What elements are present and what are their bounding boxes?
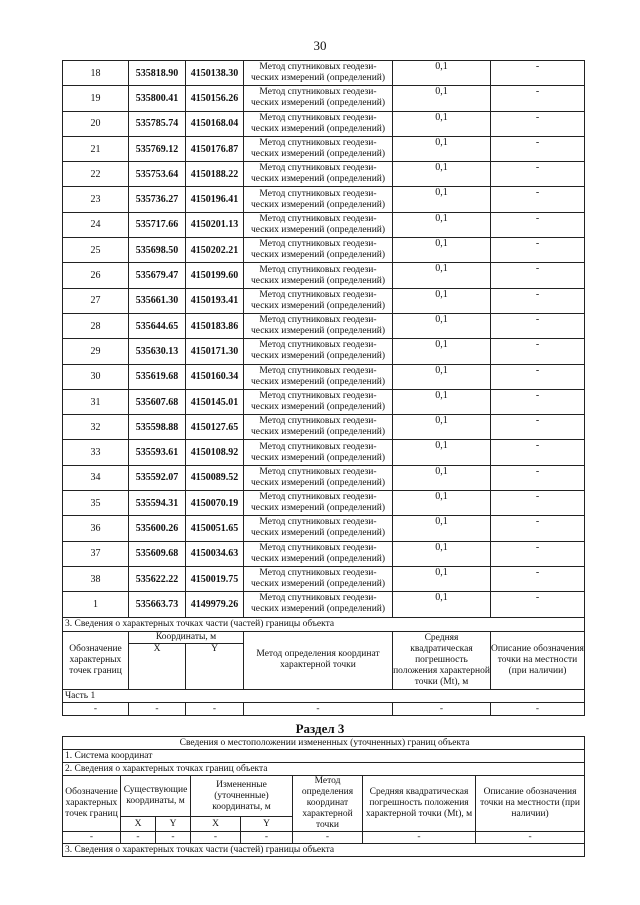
coord-x: 535736.27 bbox=[129, 187, 186, 212]
col-changed-y: Y bbox=[241, 817, 293, 832]
table-row bbox=[63, 440, 585, 465]
coord-y: 4150176.87 bbox=[186, 136, 244, 161]
part-cell: - bbox=[491, 702, 585, 715]
method-line: Метод спутниковых геодези- bbox=[259, 188, 377, 199]
method-line: ческих измерений (определений) bbox=[250, 300, 386, 311]
method-line: Метод спутниковых геодези- bbox=[259, 441, 377, 452]
method-line: Метод спутниковых геодези- bbox=[259, 289, 377, 300]
method-line: ческих измерений (определений) bbox=[250, 98, 386, 109]
point-number: 33 bbox=[63, 440, 129, 465]
method-cell bbox=[244, 541, 393, 566]
point-number: 26 bbox=[63, 263, 129, 288]
point-number: 21 bbox=[63, 136, 129, 161]
coord-x: 535769.12 bbox=[129, 136, 186, 161]
method-line: Метод спутниковых геодези- bbox=[259, 163, 377, 174]
table-row bbox=[63, 61, 585, 86]
method-line: Метод спутниковых геодези- bbox=[259, 264, 377, 275]
part-cell: - bbox=[393, 702, 491, 715]
point-number: 31 bbox=[63, 389, 129, 414]
table-row bbox=[63, 86, 585, 111]
coord-y: 4149979.26 bbox=[186, 592, 244, 617]
method-cell bbox=[244, 86, 393, 111]
coord-y: 4150156.26 bbox=[186, 86, 244, 111]
dash-cell: - bbox=[476, 832, 585, 844]
point-number: 36 bbox=[63, 516, 129, 541]
desc-cell: - bbox=[491, 162, 585, 187]
part-cell: - bbox=[244, 702, 393, 715]
point-number: 34 bbox=[63, 465, 129, 490]
method-line: Метод спутниковых геодези- bbox=[259, 568, 377, 579]
method-line: ческих измерений (определений) bbox=[250, 250, 386, 261]
table-row bbox=[63, 339, 585, 364]
coord-y: 4150145.01 bbox=[186, 389, 244, 414]
method-line: ческих измерений (определений) bbox=[250, 199, 386, 210]
part-cell: - bbox=[186, 702, 244, 715]
error-cell: 0,1 bbox=[393, 238, 491, 263]
dash-cell: - bbox=[241, 832, 293, 844]
desc-cell: - bbox=[491, 86, 585, 111]
method-line: Метод спутниковых геодези- bbox=[259, 365, 377, 376]
method-line: Метод спутниковых геодези- bbox=[259, 593, 377, 604]
point-number: 29 bbox=[63, 339, 129, 364]
desc-cell: - bbox=[491, 212, 585, 237]
coord-x: 535592.07 bbox=[129, 465, 186, 490]
desc-cell: - bbox=[491, 415, 585, 440]
coord-x: 535753.64 bbox=[129, 162, 186, 187]
coord-x: 535644.65 bbox=[129, 313, 186, 338]
coord-x: 535717.66 bbox=[129, 212, 186, 237]
method-cell bbox=[244, 440, 393, 465]
table-row bbox=[63, 491, 585, 516]
desc-cell: - bbox=[491, 566, 585, 591]
error-cell: 0,1 bbox=[393, 111, 491, 136]
boundary-points-table bbox=[62, 60, 585, 716]
desc-cell: - bbox=[491, 111, 585, 136]
method-line: ческих измерений (определений) bbox=[250, 528, 386, 539]
dash-cell: - bbox=[191, 832, 241, 844]
coord-x: 535818.90 bbox=[129, 61, 186, 86]
part-cell: - bbox=[129, 702, 186, 715]
method-line: ческих измерений (определений) bbox=[250, 452, 386, 463]
coord-y: 4150188.22 bbox=[186, 162, 244, 187]
desc-cell: - bbox=[491, 313, 585, 338]
desc-cell: - bbox=[491, 491, 585, 516]
desc-cell: - bbox=[491, 136, 585, 161]
method-line: ческих измерений (определений) bbox=[250, 149, 386, 160]
col-desc: Описание обозначения точки на местности (при наличии) bbox=[476, 776, 585, 832]
col-existing-y: Y bbox=[156, 817, 191, 832]
desc-cell: - bbox=[491, 187, 585, 212]
method-cell bbox=[244, 566, 393, 591]
col-method: Метод определения координат характерной точки bbox=[293, 776, 363, 832]
error-cell: 0,1 bbox=[393, 86, 491, 111]
razdel-title: Раздел 3 bbox=[295, 721, 345, 736]
coord-y: 4150070.19 bbox=[186, 491, 244, 516]
coord-y: 4150183.86 bbox=[186, 313, 244, 338]
method-line: ческих измерений (определений) bbox=[250, 123, 386, 134]
method-cell bbox=[244, 364, 393, 389]
table-row bbox=[63, 313, 585, 338]
method-cell bbox=[244, 263, 393, 288]
method-line: ческих измерений (определений) bbox=[250, 351, 386, 362]
point-number: 37 bbox=[63, 541, 129, 566]
error-cell: 0,1 bbox=[393, 212, 491, 237]
method-line: ческих измерений (определений) bbox=[250, 604, 386, 615]
coord-x: 535593.61 bbox=[129, 440, 186, 465]
error-cell: 0,1 bbox=[393, 566, 491, 591]
table-row bbox=[63, 212, 585, 237]
coord-x: 535594.31 bbox=[129, 491, 186, 516]
error-cell: 0,1 bbox=[393, 491, 491, 516]
coord-y: 4150160.34 bbox=[186, 364, 244, 389]
dash-cell: - bbox=[63, 832, 121, 844]
desc-cell: - bbox=[491, 288, 585, 313]
points-title-row: 2. Сведения о характерных точках границ объекта bbox=[63, 763, 585, 776]
coord-y: 4150089.52 bbox=[186, 465, 244, 490]
desc-cell: - bbox=[491, 592, 585, 617]
method-line: ческих измерений (определений) bbox=[250, 275, 386, 286]
desc-cell: - bbox=[491, 389, 585, 414]
method-cell bbox=[244, 136, 393, 161]
header-desc: Описание обозначения точки на местности (при наличии) bbox=[491, 631, 585, 689]
point-number: 18 bbox=[63, 61, 129, 86]
desc-cell: - bbox=[491, 516, 585, 541]
coord-y: 4150168.04 bbox=[186, 111, 244, 136]
page-number: 30 bbox=[313, 38, 327, 53]
desc-cell: - bbox=[491, 440, 585, 465]
coord-y: 4150019.75 bbox=[186, 566, 244, 591]
error-cell: 0,1 bbox=[393, 516, 491, 541]
method-line: Метод спутниковых геодези- bbox=[259, 138, 377, 149]
table-row bbox=[63, 465, 585, 490]
method-line: ческих измерений (определений) bbox=[250, 427, 386, 438]
method-cell bbox=[244, 111, 393, 136]
desc-cell: - bbox=[491, 364, 585, 389]
method-cell bbox=[244, 389, 393, 414]
coord-y: 4150201.13 bbox=[186, 212, 244, 237]
header-coords: Координаты, м bbox=[129, 631, 244, 643]
coord-y: 4150127.65 bbox=[186, 415, 244, 440]
coord-x: 535600.26 bbox=[129, 516, 186, 541]
coord-x: 535598.88 bbox=[129, 415, 186, 440]
method-line: Метод спутниковых геодези- bbox=[259, 340, 377, 351]
error-cell: 0,1 bbox=[393, 389, 491, 414]
method-line: ческих измерений (определений) bbox=[250, 503, 386, 514]
error-cell: 0,1 bbox=[393, 440, 491, 465]
error-cell: 0,1 bbox=[393, 288, 491, 313]
header-y: Y bbox=[186, 643, 244, 689]
point-number: 19 bbox=[63, 86, 129, 111]
method-line: Метод спутниковых геодези- bbox=[259, 492, 377, 503]
method-cell bbox=[244, 339, 393, 364]
method-cell bbox=[244, 592, 393, 617]
changed-boundaries-table bbox=[62, 736, 585, 857]
parts-title-row: 3. Сведения о характерных точках части (частей) границы объекта bbox=[63, 844, 585, 857]
method-line: ческих измерений (определений) bbox=[250, 73, 386, 84]
method-line: Метод спутниковых геодези- bbox=[259, 315, 377, 326]
point-number: 1 bbox=[63, 592, 129, 617]
point-number: 22 bbox=[63, 162, 129, 187]
col-changed-x: X bbox=[191, 817, 241, 832]
method-line: Метод спутниковых геодези- bbox=[259, 391, 377, 401]
coord-y: 4150171.30 bbox=[186, 339, 244, 364]
col-error: Средняя квадратическая погрешность положения характерной точки (Mt), м bbox=[363, 776, 476, 832]
point-number: 35 bbox=[63, 491, 129, 516]
point-number: 20 bbox=[63, 111, 129, 136]
error-cell: 0,1 bbox=[393, 313, 491, 338]
error-cell: 0,1 bbox=[393, 415, 491, 440]
method-cell bbox=[244, 187, 393, 212]
table-row bbox=[63, 364, 585, 389]
error-cell: 0,1 bbox=[393, 61, 491, 86]
table-row bbox=[63, 288, 585, 313]
method-line: Метод спутниковых геодези- bbox=[259, 87, 377, 98]
coord-x: 535785.74 bbox=[129, 111, 186, 136]
table-row bbox=[63, 263, 585, 288]
error-cell: 0,1 bbox=[393, 339, 491, 364]
error-cell: 0,1 bbox=[393, 263, 491, 288]
coord-y: 4150196.41 bbox=[186, 187, 244, 212]
part-label: Часть 1 bbox=[63, 689, 585, 702]
method-line: Метод спутниковых геодези- bbox=[259, 62, 377, 73]
point-number: 27 bbox=[63, 288, 129, 313]
method-line: ческих измерений (определений) bbox=[250, 376, 386, 387]
desc-cell: - bbox=[491, 339, 585, 364]
error-cell: 0,1 bbox=[393, 162, 491, 187]
error-cell: 0,1 bbox=[393, 364, 491, 389]
method-cell bbox=[244, 238, 393, 263]
desc-cell: - bbox=[491, 238, 585, 263]
dash-cell: - bbox=[156, 832, 191, 844]
coord-x: 535663.73 bbox=[129, 592, 186, 617]
method-line: Метод спутниковых геодези- bbox=[259, 517, 377, 528]
error-cell: 0,1 bbox=[393, 465, 491, 490]
method-line: ческих измерений (определений) bbox=[250, 402, 386, 412]
table-row bbox=[63, 566, 585, 591]
coord-x: 535661.30 bbox=[129, 288, 186, 313]
table-row bbox=[63, 516, 585, 541]
coord-x: 535679.47 bbox=[129, 263, 186, 288]
method-line: ческих измерений (определений) bbox=[250, 174, 386, 185]
method-line: Метод спутниковых геодези- bbox=[259, 542, 377, 553]
table-row bbox=[63, 162, 585, 187]
dash-cell: - bbox=[293, 832, 363, 844]
method-cell bbox=[244, 415, 393, 440]
coord-y: 4150199.60 bbox=[186, 263, 244, 288]
desc-cell: - bbox=[491, 465, 585, 490]
col-designation: Обозначение характерных точек границ bbox=[63, 776, 121, 832]
coord-y: 4150202.21 bbox=[186, 238, 244, 263]
part-cell: - bbox=[63, 702, 129, 715]
coord-x: 535609.68 bbox=[129, 541, 186, 566]
table-row bbox=[63, 111, 585, 136]
coord-x: 535630.13 bbox=[129, 339, 186, 364]
method-cell bbox=[244, 516, 393, 541]
point-number: 38 bbox=[63, 566, 129, 591]
dash-cell: - bbox=[121, 832, 156, 844]
point-number: 28 bbox=[63, 313, 129, 338]
table-row bbox=[63, 238, 585, 263]
coord-y: 4150193.41 bbox=[186, 288, 244, 313]
coord-x: 535619.68 bbox=[129, 364, 186, 389]
method-cell bbox=[244, 313, 393, 338]
method-cell bbox=[244, 465, 393, 490]
table-row bbox=[63, 187, 585, 212]
method-line: ческих измерений (определений) bbox=[250, 579, 386, 590]
method-line: ческих измерений (определений) bbox=[250, 326, 386, 337]
coord-y: 4150034.63 bbox=[186, 541, 244, 566]
coord-x: 535698.50 bbox=[129, 238, 186, 263]
coord-x: 535622.22 bbox=[129, 566, 186, 591]
coord-y: 4150138.30 bbox=[186, 61, 244, 86]
table-row bbox=[63, 389, 585, 414]
col-changed: Измененные (уточненные) координаты, м bbox=[191, 776, 293, 817]
method-line: Метод спутниковых геодези- bbox=[259, 213, 377, 224]
method-cell bbox=[244, 212, 393, 237]
coord-y: 4150108.92 bbox=[186, 440, 244, 465]
method-cell bbox=[244, 61, 393, 86]
method-line: Метод спутниковых геодези- bbox=[259, 466, 377, 477]
method-cell bbox=[244, 288, 393, 313]
table-row bbox=[63, 136, 585, 161]
point-number: 30 bbox=[63, 364, 129, 389]
header-x: X bbox=[129, 643, 186, 689]
table-row bbox=[63, 592, 585, 617]
header-method: Метод определения координат характерной точки bbox=[244, 631, 393, 689]
header-designation: Обозначение характерных точек границ bbox=[63, 631, 129, 689]
coord-y: 4150051.65 bbox=[186, 516, 244, 541]
method-line: ческих измерений (определений) bbox=[250, 553, 386, 564]
col-existing-x: X bbox=[121, 817, 156, 832]
razdel-heading: Сведения о местоположении измененных (уточненных) границ объекта bbox=[63, 737, 585, 750]
error-cell: 0,1 bbox=[393, 592, 491, 617]
error-cell: 0,1 bbox=[393, 136, 491, 161]
coord-x: 535607.68 bbox=[129, 389, 186, 414]
error-cell: 0,1 bbox=[393, 541, 491, 566]
point-number: 23 bbox=[63, 187, 129, 212]
point-number: 32 bbox=[63, 415, 129, 440]
method-cell bbox=[244, 162, 393, 187]
method-line: Метод спутниковых геодези- bbox=[259, 239, 377, 250]
method-line: Метод спутниковых геодези- bbox=[259, 416, 377, 427]
method-line: ческих измерений (определений) bbox=[250, 477, 386, 488]
dash-cell: - bbox=[363, 832, 476, 844]
table-row bbox=[63, 415, 585, 440]
section3-title: 3. Сведения о характерных точках части (частей) границы объекта bbox=[63, 617, 585, 631]
desc-cell: - bbox=[491, 263, 585, 288]
point-number: 24 bbox=[63, 212, 129, 237]
method-cell bbox=[244, 491, 393, 516]
desc-cell: - bbox=[491, 541, 585, 566]
col-existing: Существующие координаты, м bbox=[121, 776, 191, 817]
desc-cell: - bbox=[491, 61, 585, 86]
coord-system-row: 1. Система координат bbox=[63, 750, 585, 763]
table-row bbox=[63, 541, 585, 566]
coord-x: 535800.41 bbox=[129, 86, 186, 111]
method-line: Метод спутниковых геодези- bbox=[259, 112, 377, 123]
method-line: ческих измерений (определений) bbox=[250, 224, 386, 235]
header-error: Средняя квадратическая погрешность положения характерной точки (Mt), м bbox=[393, 631, 491, 689]
point-number: 25 bbox=[63, 238, 129, 263]
error-cell: 0,1 bbox=[393, 187, 491, 212]
